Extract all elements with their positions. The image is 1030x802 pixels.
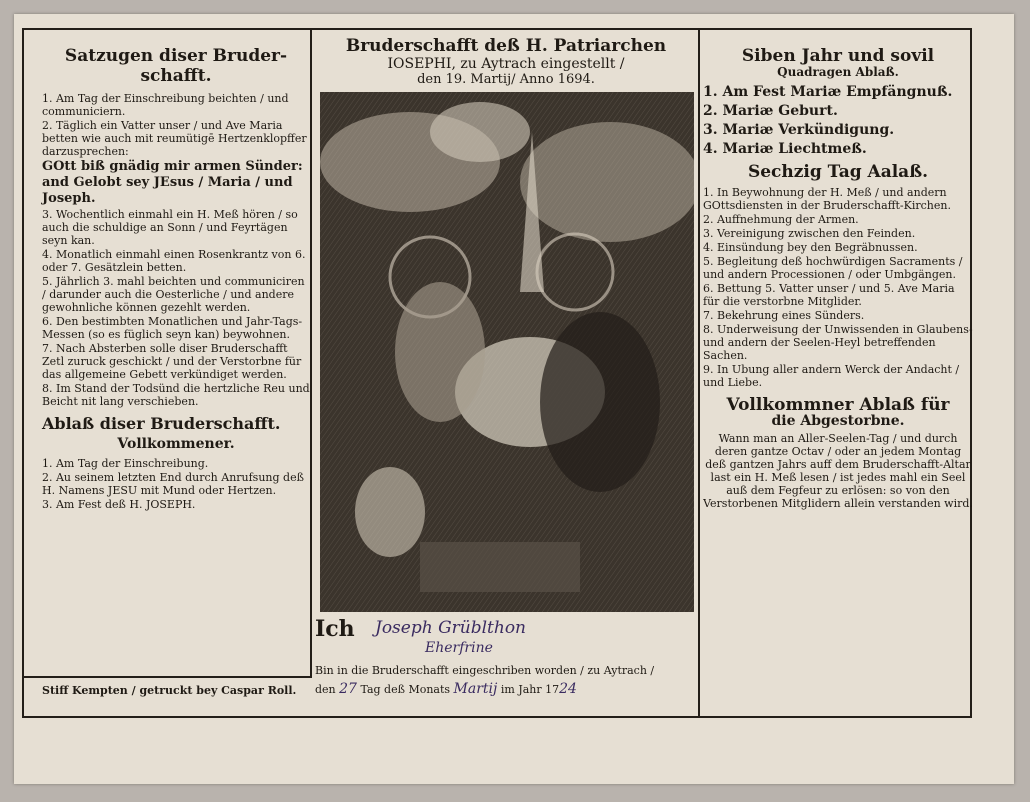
statute-item: 2. Täglich ein Vatter unser / und Ave Maria betten wie auch mit reumütigē Hertzenklopffer darzusprechen: [42, 119, 307, 158]
registration-block [315, 612, 705, 697]
seven-years-heading: Siben Jahr und sovil [741, 46, 935, 66]
indulgence-item: 2. Auffnehmung der Armen. [703, 213, 859, 226]
quadragen-subheading: Quadragen Ablaß. [777, 65, 899, 79]
indulgence-item: 1. Am Tag der Einschreibung. [42, 457, 209, 470]
engraving-death-of-joseph [320, 92, 694, 612]
indulgence-item: 5. Begleitung deß hochwürdigen Sacraments / und andern Processionen / oder Umbgängen. [703, 255, 963, 281]
right-column [703, 46, 973, 511]
handwritten-day: 27 [339, 681, 357, 697]
ich-label: Ich [315, 616, 355, 642]
feast-item: 4. Mariæ Liechtmeß. [703, 141, 867, 157]
indulgence-item: 2. Au seinem letzten End durch Anrufsung deß H. Namens JESU mit Mund oder Hertzen. [42, 471, 304, 497]
handwritten-year: 24 [559, 681, 577, 697]
vollkommener-heading: Vollkommener. [117, 436, 235, 452]
statute-item: 4. Monatlich einmahl einen Rosenkrantz von 6. oder 7. Gesätzlein betten. [42, 248, 306, 274]
handwritten-place: Eherfrine [425, 640, 493, 656]
complete-indulgence-heading: Vollkommner Ablaß für [726, 395, 950, 415]
feast-item: 3. Mariæ Verkündigung. [703, 122, 895, 138]
feast-item: 1. Am Fest Mariæ Empfängnuß. [703, 84, 953, 100]
handwritten-month: Martij [453, 681, 498, 697]
statute-item: 1. Am Tag der Einschreibung beichten / und communiciern. [42, 92, 289, 118]
den-label: den [315, 683, 336, 696]
footer-rule [22, 676, 312, 678]
center-title-block [316, 36, 696, 87]
statute-item: 8. Im Stand der Todsünd die hertzliche Reu und Beicht nit lang verschieben. [42, 382, 310, 408]
title-line-2: IOSEPHI, zu Aytrach eingestellt / [387, 56, 625, 72]
tag-label: Tag deß Monats [360, 683, 451, 696]
statutes-heading: Satzugen diser Bruder-schafft. [64, 46, 288, 86]
statute-item: 3. Wochentlich einmahl ein H. Meß hören / so auch die schuldige an Sonn / und Feyrtägen seyn kan. [42, 208, 298, 247]
indulgence-item: 1. In Beywohnung der H. Meß / und andern GOttsdiensten in der Bruderschafft-Kirchen. [703, 186, 951, 212]
title-line-1: Bruderschafft deß H. Patriarchen [345, 36, 667, 56]
indulgence-item: 6. Bettung 5. Vatter unser / und 5. Ave Maria für die verstorbne Mitglider. [703, 282, 955, 308]
indulgence-item: 4. Einsündung bey den Begräbnussen. [703, 241, 918, 254]
left-column [42, 46, 310, 512]
registration-line-2 [315, 681, 705, 697]
prayer-text: GOtt biß gnädig mir armen Sünder: and Gelobt sey JEsus / Maria / und Joseph. [42, 159, 303, 206]
indulgence-item: 3. Am Fest deß H. JOSEPH. [42, 498, 196, 511]
statute-item: 7. Nach Absterben solle diser Bruderschafft Zetl zuruck geschickt / und der Verstorbne für das allgemeine Gebett verkündiget werden. [42, 342, 302, 381]
closing-paragraph: Wann man an Aller-Seelen-Tag / und durch deren gantze Octav / oder an jedem Montag deß gantzen Jahrs auff dem Bruderschafft-Altar last ein H. Meß lesen / ist jedes mahl ein Seel auß dem Fegfeur zu erlösen: so von den Verstorbenen Mitglidern allein verstanden wird. [703, 432, 973, 510]
sixty-days-heading: Sechzig Tag Aalaß. [747, 162, 929, 182]
indulgence-heading: Ablaß diser Bruderschafft. [42, 414, 281, 433]
title-line-3: den 19. Martij/ Anno 1694. [417, 72, 595, 87]
indulgence-item: 8. Underweisung der Unwissenden in Glaubens- und andern der Seelen-Heyl betreffenden Sachen. [703, 323, 973, 362]
abgestorbne-subheading: die Abgestorbne. [771, 413, 905, 429]
indulgence-item: 3. Vereinigung zwischen den Feinden. [703, 227, 916, 240]
statute-item: 5. Jährlich 3. mahl beichten und communiciren / darunder auch die Oesterliche / und andere gewohnliche können gezehlt werden. [42, 275, 305, 314]
registration-line-1: Bin in die Bruderschafft eingeschriben worden / zu Aytrach / [315, 664, 655, 677]
feast-item: 2. Mariæ Geburt. [703, 103, 838, 119]
engraving-illustration [320, 92, 694, 612]
indulgence-item: 7. Bekehrung eines Sünders. [703, 309, 865, 322]
statute-item: 6. Den bestimbten Monatlichen und Jahr-Tags-Messen (so es füglich seyn kan) beywohnen. [42, 315, 303, 341]
jahr-label: im Jahr 17 [500, 683, 560, 696]
left-column-divider [310, 28, 312, 678]
printer-imprint: Stiff Kempten / getruckt bey Caspar Roll. [42, 684, 297, 697]
indulgence-item: 9. In Ubung aller andern Werck der Andacht / und Liebe. [703, 363, 960, 389]
handwritten-name: Joseph Grüblthon [375, 618, 527, 638]
